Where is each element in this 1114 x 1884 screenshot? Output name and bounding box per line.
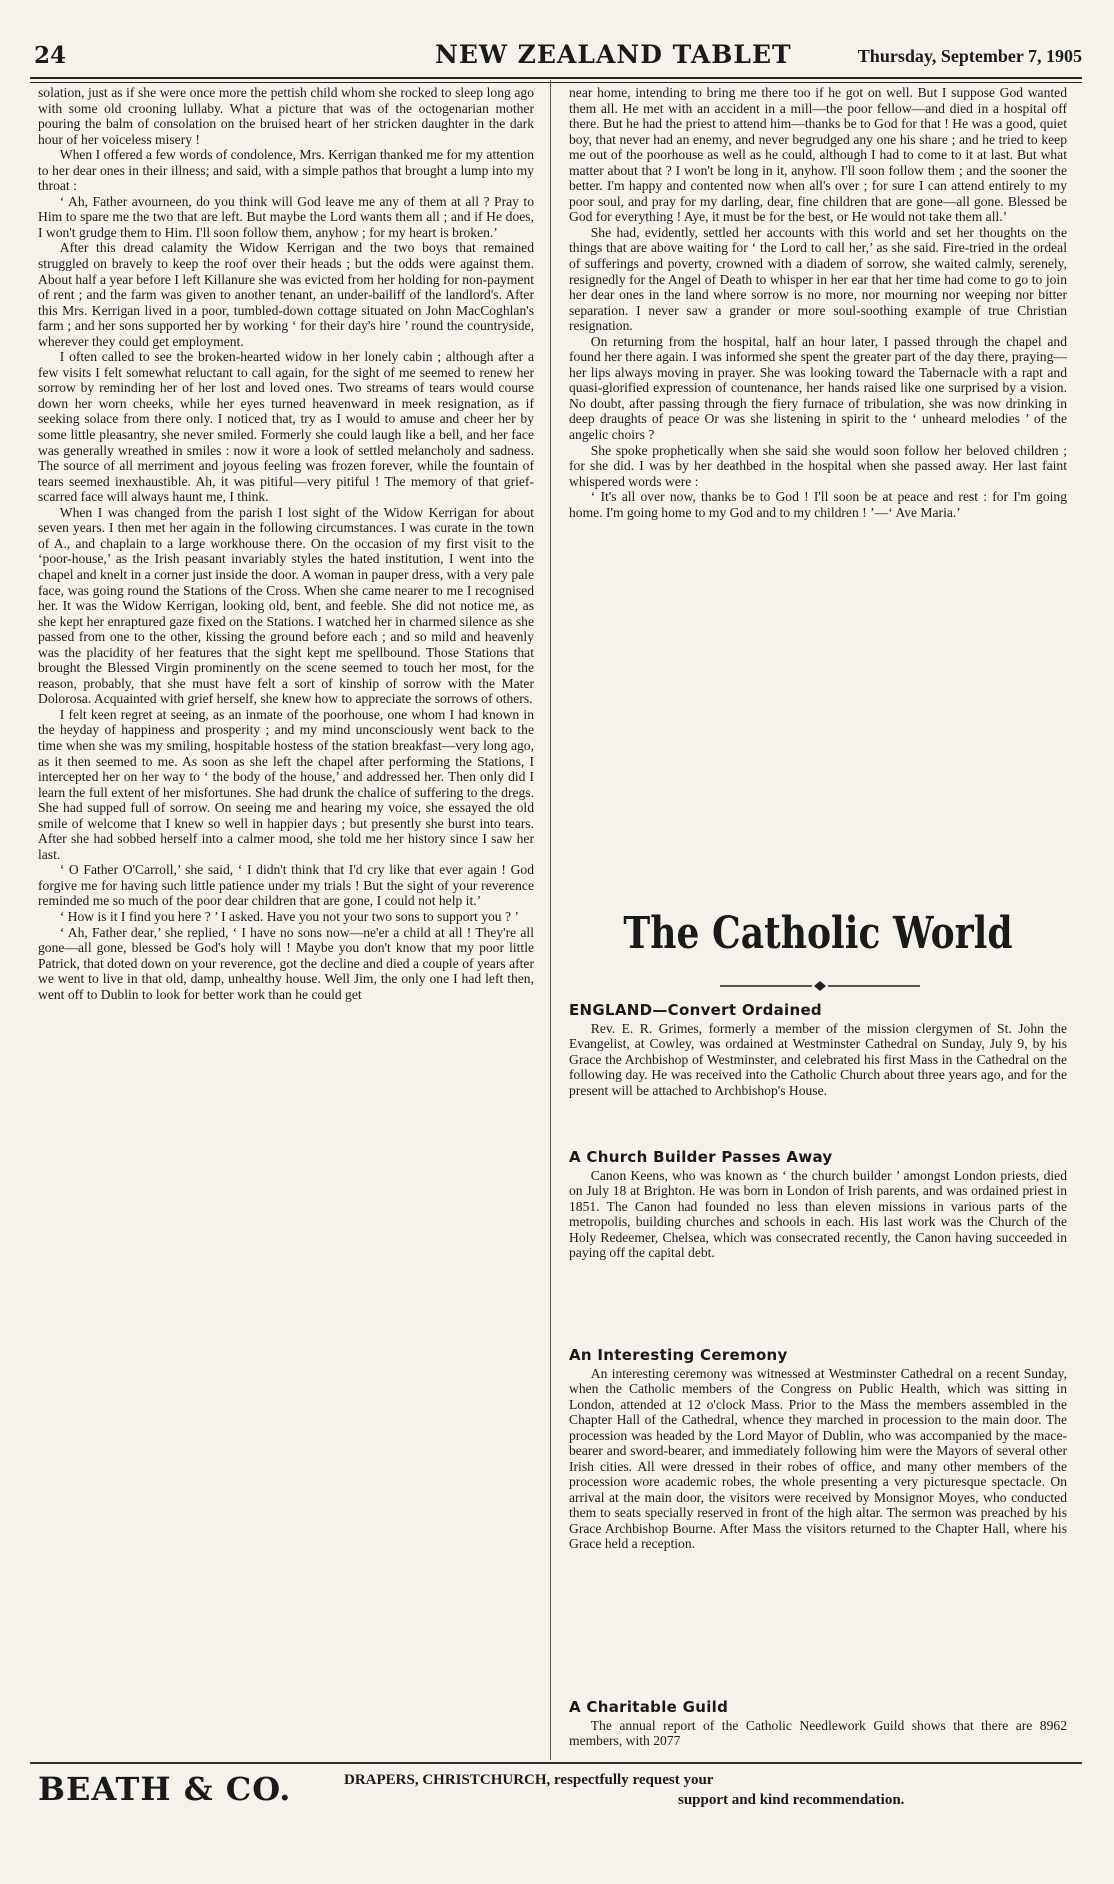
column-left <box>38 85 534 1002</box>
paragraph: ‘ Ah, Father avourneen, do you think will God leave me any of them at all ? Pray to Him to spare me the two that are left. But maybe the Lord wants them all ; and if He does, I won't grudge them to Him. I'll soon follow them, anyhow ; for my heart is broken.’ <box>38 193 534 240</box>
paragraph: ‘ Ah, Father dear,’ she replied, ‘ I have no sons now—ne'er a child at all ! They're all gone—all gone, blessed be God's holy will ! Maybe you don't know that my poor little Patrick, that doted down on your reverence, got the decline and died a couple of years after we went to live in that old, damp, unhealthy house. Well Jim, the only one I had left then, went off to Dublin to look for better work than he could get <box>38 924 534 1002</box>
news-heading: An Interesting Ceremony <box>569 1346 788 1364</box>
paragraph: ‘ How is it I find you here ? ’ I asked. Have you not your two sons to support you ? ’ <box>59 908 519 924</box>
paragraph: She spoke prophetically when she said she would soon follow her beloved children ; for she did. I was by her deathbed in the hospital when she passed away. Her last faint whispered words were : <box>569 442 1067 489</box>
paragraph: After this dread calamity the Widow Kerrigan and the two boys that remained struggled on bravely to keep the roof over their heads ; but the odds were against them. About half a year before I left Killanure she was evicted from her holding for non-payment of rent ; and the farm was given to another tenant, an under-bailiff of the landlord's. After this Mrs. Kerrigan lived in a poor, tumbled-down cottage situated on John MacCoghlan's farm ; and her sons supported her by working ‘ for their day's hire ’ round the countryside, wherever they could get employment. <box>38 240 534 349</box>
paragraph: She had, evidently, settled her accounts with this world and set her thoughts on the things that are above waiting for ‘ the Lord to call her,’ as she said. Fire-tried in the ordeal of sufferings and poverty, crowned with a diadem of sorrow, she waited calmly, serenely, resignedly for the Angel of Death to whisper in her ear that her time had come to go to join her dear ones in the land where sorrow is no more, nor mourning nor weeping nor bitter separation. I never saw a grander or more soul-soothing example of true Christian resignation. <box>569 224 1067 334</box>
ad-text-line-2: support and kind recommendation. <box>678 1792 905 1808</box>
paragraph: I felt keen regret at seeing, as an inmate of the poorhouse, one whom I had known in the heyday of happiness and prosperity ; and my mind unconsciously went back to the time when she was my smiling, hospitable hostess of the station breakfast—very long ago, as it then seemed to me. As soon as she left the chapel after performing the Stations, I intercepted her on her way to ‘ the body of the house,’ and addressed her. Then only did I learn the full extent of her misfortunes. She had drunk the chalice of suffering to the dregs. She had supped full of sorrow. On seeing me and hearing my voice, she essayed the old smile of welcome that I knew so well in happier days ; but presently she burst into tears. After she had sobbed herself into a calmer mood, she told me her history since I saw her last. <box>38 706 534 862</box>
news-item-church-builder <box>569 1150 1067 1261</box>
news-heading: ENGLAND—Convert Ordained <box>569 1001 822 1019</box>
column-divider <box>550 80 551 1760</box>
catholic-world-heading: The Catholic World <box>623 908 1013 959</box>
paragraph: I often called to see the broken-hearted widow in her lonely cabin ; although after a few visits I felt somewhat reluctant to call again, for the sight of me seemed to renew her sorrow by reminding her of her lost and loved ones. Two streams of tears would course down her worn cheeks, while her eyes turned heavenward in meek resignation, as if seeking solace from there only. I noticed that, try as I would to amuse and cheer her by some little pleasantry, she never smiled. Formerly she could laugh like a bell, and her face was generally wreathed in smiles : now it wore a look of settled melancholy and sadness. The source of all merriment and joyous feeling was frozen forever, while the fountain of tears seemed inexhaustible. Ah, it was pitiful—very pitiful ! The memory of that grief-scarred face will always haunt me, I think. <box>38 349 534 505</box>
footer-rule <box>30 1762 1082 1764</box>
news-item-convert-ordained <box>569 1003 1067 1098</box>
paragraph: solation, just as if she were once more the pettish child whom she rocked to sleep long ago with some old crooning lullaby. What a picture that was of the octogenarian mother pouring the balm of consolation on the bruised heart of her stricken daughter in the dark hour of her voiceless misery ! <box>38 85 534 147</box>
news-body: The annual report of the Catholic Needlework Guild shows that there are 8962 members, with 2077 <box>569 1717 1067 1748</box>
page-number: 24 <box>34 42 67 69</box>
column-right <box>569 85 1067 520</box>
issue-date: Thursday, September 7, 1905 <box>857 46 1082 66</box>
news-item-charitable-guild <box>569 1700 1067 1749</box>
news-body: Canon Keens, who was known as ‘ the church builder ’ amongst London priests, died on July 18 at Brighton. He was born in London of Irish parents, and was ordained priest in 1851. The Canon had founded no less than eleven missions in various parts of the metropolis, building churches and schools in each. His last work was the Church of the Holy Redeemer, Chelsea, which was consecrated recently, the Canon having succeeded in paying off the capital debt. <box>569 1167 1067 1260</box>
page-header <box>30 40 1082 80</box>
paragraph: When I was changed from the parish I lost sight of the Widow Kerrigan for about seven years. I then met her again in the following circumstances. I was curate in the town of A., and chaplain to a large workhouse there. On the occasion of my first visit to the ‘poor-house,’ as the Irish peasant invariably styles the hated institution, I went into the chapel and knelt in a corner just inside the door. A woman in pauper dress, with a very pale face, was going round the Stations of the Cross. When she came nearer to me I recognised her. It was the Widow Kerrigan, looking old, bent, and feeble. She did not notice me, as she kept her enraptured gaze fixed on the Stations. I watched her in charmed silence as she passed from one to the other, kissing the ground before each ; and so mild and heavenly was the placidity of her features that the sight kept me spellbound. Those Stations that brought the Blessed Virgin prominently on the scene seemed to touch her most, for the reason, probably, that she must have felt a sort of kinship of sorrow with the Mater Dolorosa. Acquainted with grief herself, she knew how to appreciate the sorrows of others. <box>38 504 534 707</box>
paragraph: ‘ It's all over now, thanks be to God ! I'll soon be at peace and rest : for I'm going home. I'm going home to my God and to my children ! ’—‘ Ave Maria.’ <box>569 489 1067 520</box>
news-body: Rev. E. R. Grimes, formerly a member of the mission clergymen of St. John the Evangelist, at Cowley, was ordained at Westminster Cathedral on Sunday, July 9, by his Grace the Archbishop of Westminster, and celebrated his first Mass in the Cathedral on the following day. He was received into the Catholic Church about three years ago, and for the present will be attached to Archbishop's House. <box>569 1020 1067 1098</box>
header-rule <box>30 77 1082 83</box>
paragraph: near home, intending to bring me there too if he got on well. But I suppose God wanted them all. He met with an accident in a mill—the poor fellow—and died in a hospital off there. But he had the priest to attend him—thanks be to God for that ! He was a good, quiet boy, that never had an enemy, and never begrudged any one his share ; and he tried to keep me out of the poorhouse as well as he could, although I had to come to it at last. But what matter about that ? I won't be long in it, anyhow. I'll soon follow them ; and the sooner the better. I'm happy and contented now when all's over ; for sure I can attend entirely to my poor soul, and pray for my darling, dear, fine children that are gone—all gone. Blessed be God for everything ! Aye, it must be for the best, or He would not take them all.’ <box>569 85 1067 225</box>
advertiser-name: BEATH & CO. <box>38 1770 292 1808</box>
publication-title: NEW ZEALAND TABLET <box>435 40 792 69</box>
news-body: An interesting ceremony was witnessed at Westminster Cathedral on a recent Sunday, when the Catholic members of the Congress on Public Health, which was sitting in London, attended at 12 o'clock Mass. Prior to the Mass the members assembled in the Chapter Hall of the Cathedral, whence they marched in procession to the main door. The procession was headed by the Lord Mayor of Dublin, who was accompanied by the mace-bearer and sword-bearer, and immediately following him were the Mayors of several other Irish cities. All were dressed in their robes of office, and many other members of the procession wore academic robes, the whole presenting a very picturesque spectacle. On arrival at the main door, the visitors were received by Monsignor Moyes, who conducted them to seats specially reserved in front of the high altar. The sermon was preached by his Grace Archbishop Bourne. After Mass the visitors returned to the Chapter Hall, where his Grace held a reception. <box>569 1365 1067 1551</box>
news-item-interesting-ceremony <box>569 1348 1067 1552</box>
paragraph: ‘ O Father O'Carroll,’ she said, ‘ I didn't think that I'd cry like that ever again ! God forgive me for having such little patience under my trials ! But the sight of your reverence reminded me so much of the poor dear children that are gone, I could not help it.’ <box>38 862 534 909</box>
ornament-rule-icon <box>720 980 920 992</box>
paragraph: When I offered a few words of condolence, Mrs. Kerrigan thanked me for my attention to her dear ones in their illness; and said, with a simple pathos that brought a lump into my throat : <box>38 147 534 194</box>
ad-text-line-1: DRAPERS, CHRISTCHURCH, respectfully request your <box>344 1772 714 1788</box>
paragraph: On returning from the hospital, half an hour later, I passed through the chapel and found her there again. I was informed she spent the greater part of the day there, praying—her lips always moving in prayer. She was looking toward the Tabernacle with a rapt and quasi-glorified expression of countenance, her hands raised like one surprised by a vision. No doubt, after passing through the fiery furnace of tribulation, she was now drinking in deep draughts of peace Or was she listening in spirit to the ‘ unheard melodies ’ of the angelic choirs ? <box>569 333 1067 443</box>
news-heading: A Charitable Guild <box>569 1698 729 1716</box>
news-heading: A Church Builder Passes Away <box>569 1148 833 1166</box>
advertisement-footer <box>38 1770 1078 1830</box>
